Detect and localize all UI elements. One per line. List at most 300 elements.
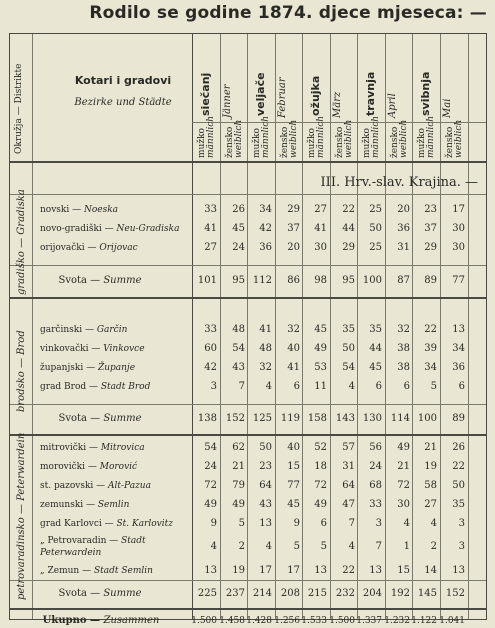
cell-value: 43 — [259, 498, 272, 510]
cell-value: 29 — [287, 203, 300, 215]
cell-value: 98 — [314, 275, 327, 286]
sum-label-hr: Svota — — [58, 413, 104, 424]
cell-value: 47 — [342, 498, 355, 510]
cell-value: 20 — [287, 241, 300, 253]
sex-label-de: weiblich — [344, 119, 354, 158]
cell-value: 3 — [458, 517, 465, 529]
district-header: Okružja — Distrikte — [14, 63, 24, 154]
cell-value: 44 — [369, 342, 382, 354]
row-label-de: Stadt Semlin — [93, 565, 153, 576]
cell-value: 3 — [210, 380, 217, 392]
cell-value: 19 — [424, 460, 437, 472]
cell-value: 4 — [265, 380, 272, 392]
cell-value: 48 — [259, 342, 272, 354]
cell-value: 68 — [369, 479, 382, 491]
cell-value: 232 — [335, 588, 355, 599]
cell-value: 57 — [342, 441, 355, 453]
cell-value: 42 — [204, 361, 217, 373]
cell-value: 204 — [362, 588, 382, 599]
cell-value: 6 — [293, 380, 300, 392]
cell-value: 13 — [452, 323, 465, 335]
cell-value: 86 — [287, 275, 300, 286]
total-label-de: Zusammen — [103, 615, 160, 626]
row-label-de: Orijovac — [99, 242, 138, 253]
total-value: 1.533 — [301, 616, 327, 626]
cell-value: 50 — [342, 342, 355, 354]
row-label-de: Semlin — [97, 499, 130, 510]
cell-value: 6 — [403, 380, 410, 392]
cell-value: 5 — [430, 380, 437, 392]
cell-value: 32 — [397, 323, 410, 335]
sum-label — [10, 274, 190, 288]
table-row — [10, 342, 488, 356]
sex-label-de: weiblich — [234, 119, 244, 158]
sex-label-de: weiblich — [289, 119, 299, 158]
cell-value: 40 — [287, 342, 300, 354]
cell-value: 41 — [259, 323, 272, 335]
table-row — [10, 203, 488, 217]
sex-label-de: männlich — [261, 115, 271, 158]
cell-value: 31 — [342, 460, 355, 472]
statistics-table — [9, 33, 487, 626]
cell-value: 64 — [342, 479, 355, 491]
cell-value: 2 — [430, 541, 437, 552]
total-value: 1.500 — [329, 616, 355, 626]
row-label-de: Mitrovica — [100, 442, 145, 453]
row-divider — [10, 608, 486, 610]
kotari-header — [52, 74, 194, 108]
cell-value: 41 — [314, 222, 327, 234]
cell-value: 34 — [259, 203, 272, 215]
total-value: 1.458 — [219, 616, 245, 626]
cell-value: 39 — [424, 342, 437, 354]
sex-label-hr: žensko — [280, 126, 290, 158]
cell-value: 25 — [369, 203, 382, 215]
row-label — [40, 441, 190, 455]
sum-label — [10, 587, 190, 601]
table-row — [10, 498, 488, 512]
row-label-de: Morović — [99, 461, 138, 472]
cell-value: 13 — [204, 564, 217, 576]
cell-value: 45 — [287, 498, 300, 510]
sex-label-de: männlich — [206, 115, 216, 158]
row-label — [40, 564, 190, 578]
month-label-hr: siečanj — [199, 72, 212, 116]
cell-value: 27 — [424, 498, 437, 510]
row-divider — [10, 297, 486, 299]
month-label-de: Februar — [277, 77, 288, 118]
cell-value: 54 — [342, 361, 355, 373]
cell-value: 30 — [452, 241, 465, 253]
cell-value: 119 — [280, 413, 300, 424]
total-value: 1.337 — [356, 616, 382, 626]
cell-value: 21 — [232, 460, 245, 472]
cell-value: 22 — [342, 203, 355, 215]
kotari-label: Kotari i gradovi — [74, 74, 172, 87]
cell-value: 17 — [452, 203, 465, 215]
cell-value: 89 — [452, 413, 465, 424]
sum-label — [10, 412, 190, 426]
cell-value: 152 — [225, 413, 245, 424]
sex-label-hr: žensko — [335, 126, 345, 158]
sex-label-hr: žensko — [445, 126, 455, 158]
sex-label-de: weiblich — [399, 119, 409, 158]
cell-value: 32 — [287, 323, 300, 335]
cell-value: 72 — [397, 479, 410, 491]
cell-value: 24 — [369, 460, 382, 472]
row-label-de: Alt-Pazua — [108, 480, 151, 491]
cell-value: 24 — [204, 460, 217, 472]
cell-value: 37 — [287, 222, 300, 234]
sex-label-de: männlich — [371, 115, 381, 158]
row-label — [40, 517, 190, 531]
cell-value: 17 — [287, 564, 300, 576]
row-label — [40, 222, 190, 236]
cell-value: 100 — [417, 413, 437, 424]
sex-label-hr: mužko — [197, 128, 207, 158]
row-label-hr: „ Petrovaradin — — [40, 536, 122, 546]
sex-label-hr: mužko — [252, 128, 262, 158]
row-label-de: Vinkovce — [103, 343, 145, 354]
row-label-hr: „ Zemun — — [40, 565, 94, 576]
row-label-de: Stadt Brod — [100, 381, 151, 392]
cell-value: 1 — [403, 541, 410, 552]
cell-value: 21 — [424, 441, 437, 453]
cell-value: 6 — [375, 380, 382, 392]
cell-value: 50 — [369, 222, 382, 234]
cell-value: 5 — [293, 541, 300, 552]
cell-value: 54 — [232, 342, 245, 354]
cell-value: 11 — [314, 380, 327, 392]
cell-value: 31 — [397, 241, 410, 253]
sum-row — [10, 587, 488, 601]
cell-value: 35 — [342, 323, 355, 335]
cell-value: 79 — [232, 479, 245, 491]
table-row — [10, 536, 488, 558]
row-label-hr: grad Brod — — [40, 381, 101, 392]
row-label — [40, 361, 190, 375]
section-title: III. Hrv.-slav. Krajina. — — [320, 175, 478, 190]
cell-value: 42 — [259, 222, 272, 234]
cell-value: 38 — [397, 342, 410, 354]
cell-value: 143 — [335, 413, 355, 424]
sex-label-de: männlich — [316, 115, 326, 158]
cell-value: 58 — [424, 479, 437, 491]
table-row — [10, 380, 488, 394]
cell-value: 33 — [369, 498, 382, 510]
cell-value: 34 — [452, 342, 465, 354]
cell-value: 36 — [397, 222, 410, 234]
table-row — [10, 441, 488, 455]
cell-value: 49 — [314, 498, 327, 510]
cell-value: 41 — [204, 222, 217, 234]
cell-value: 29 — [342, 241, 355, 253]
row-label — [40, 203, 190, 217]
cell-value: 158 — [307, 413, 327, 424]
cell-value: 50 — [259, 441, 272, 453]
cell-value: 52 — [314, 441, 327, 453]
total-value: 1.428 — [246, 616, 272, 626]
total-value: 1.256 — [274, 616, 300, 626]
cell-value: 49 — [314, 342, 327, 354]
cell-value: 45 — [232, 222, 245, 234]
cell-value: 13 — [369, 564, 382, 576]
district-label: gradiško — Gradiska — [16, 189, 27, 295]
cell-value: 56 — [369, 441, 382, 453]
total-label-hr: Ukupno — — [42, 615, 104, 626]
cell-value: 36 — [452, 361, 465, 373]
district-label: brodsko — Brod — [16, 330, 27, 413]
cell-value: 33 — [204, 323, 217, 335]
cell-value: 6 — [320, 517, 327, 529]
sum-label-hr: Svota — — [58, 588, 104, 599]
cell-value: 49 — [397, 441, 410, 453]
row-label-hr: županjski — — [40, 362, 98, 373]
row-divider — [10, 580, 486, 581]
month-label-hr: travnja — [364, 71, 377, 116]
cell-value: 2 — [238, 541, 245, 552]
cell-value: 15 — [397, 564, 410, 576]
cell-value: 49 — [232, 498, 245, 510]
cell-value: 5 — [238, 517, 245, 529]
cell-value: 237 — [225, 588, 245, 599]
cell-value: 7 — [238, 380, 245, 392]
row-label-hr: novo-gradiški — — [40, 223, 117, 234]
sex-label-hr: žensko — [390, 126, 400, 158]
month-label-hr: ožujka — [309, 75, 322, 116]
sex-label-hr: mužko — [362, 128, 372, 158]
cell-value: 34 — [424, 361, 437, 373]
table-row — [10, 517, 488, 531]
sex-label-de: männlich — [426, 115, 436, 158]
cell-value: 138 — [197, 413, 217, 424]
sum-label-hr: Svota — — [58, 275, 104, 286]
cell-value: 22 — [452, 460, 465, 472]
cell-value: 45 — [314, 323, 327, 335]
total-value: 1.041 — [439, 616, 465, 626]
cell-value: 17 — [259, 564, 272, 576]
cell-value: 49 — [204, 498, 217, 510]
cell-value: 32 — [259, 361, 272, 373]
cell-value: 18 — [314, 460, 327, 472]
cell-value: 30 — [314, 241, 327, 253]
cell-value: 35 — [452, 498, 465, 510]
sex-label-hr: mužko — [417, 128, 427, 158]
row-label — [40, 460, 190, 474]
cell-value: 7 — [348, 517, 355, 529]
row-label-hr: st. pazovski — — [40, 480, 109, 491]
month-label-de: März — [332, 91, 343, 118]
cell-value: 30 — [452, 222, 465, 234]
total-label — [10, 614, 192, 628]
cell-value: 14 — [424, 564, 437, 576]
cell-value: 3 — [375, 517, 382, 529]
cell-value: 4 — [348, 380, 355, 392]
cell-value: 23 — [259, 460, 272, 472]
section-line — [10, 194, 486, 195]
sum-label-de: Summe — [103, 413, 142, 424]
cell-value: 95 — [232, 275, 245, 286]
row-label-hr: zemunski — — [40, 499, 98, 510]
cell-value: 5 — [320, 541, 327, 552]
table-row — [10, 564, 488, 578]
cell-value: 44 — [342, 222, 355, 234]
cell-value: 13 — [259, 517, 272, 529]
sex-label-de: weiblich — [454, 119, 464, 158]
cell-value: 38 — [397, 361, 410, 373]
cell-value: 4 — [430, 517, 437, 529]
cell-value: 45 — [369, 361, 382, 373]
table-row — [10, 222, 488, 236]
total-value: 1.122 — [411, 616, 437, 626]
cell-value: 37 — [424, 222, 437, 234]
cell-value: 13 — [314, 564, 327, 576]
cell-value: 22 — [342, 564, 355, 576]
cell-value: 26 — [452, 441, 465, 453]
cell-value: 62 — [232, 441, 245, 453]
row-divider — [10, 404, 486, 405]
total-value: 1.232 — [384, 616, 410, 626]
sum-row — [10, 412, 488, 426]
row-label — [40, 535, 190, 559]
cell-value: 95 — [342, 275, 355, 286]
cell-value: 87 — [397, 275, 410, 286]
cell-value: 60 — [204, 342, 217, 354]
cell-value: 112 — [252, 275, 272, 286]
cell-value: 3 — [458, 541, 465, 552]
cell-value: 208 — [280, 588, 300, 599]
cell-value: 43 — [232, 361, 245, 373]
month-label-de: Mai — [442, 98, 453, 118]
table-row — [10, 323, 488, 337]
cell-value: 4 — [403, 517, 410, 529]
cell-value: 27 — [314, 203, 327, 215]
cell-value: 89 — [424, 275, 437, 286]
row-label-hr: garčinski — — [40, 324, 97, 335]
row-label-hr: grad Karlovci — — [40, 518, 117, 529]
sum-label-de: Summe — [103, 275, 142, 286]
row-label — [40, 342, 190, 356]
cell-value: 21 — [397, 460, 410, 472]
cell-value: 7 — [375, 541, 382, 552]
cell-value: 9 — [293, 517, 300, 529]
table-row — [10, 479, 488, 493]
row-label-de: Županje — [97, 362, 136, 373]
cell-value: 215 — [307, 588, 327, 599]
cell-value: 48 — [232, 323, 245, 335]
cell-value: 13 — [452, 564, 465, 576]
row-label — [40, 479, 190, 493]
cell-value: 214 — [252, 588, 272, 599]
cell-value: 29 — [424, 241, 437, 253]
cell-value: 130 — [362, 413, 382, 424]
row-divider — [10, 265, 486, 266]
cell-value: 72 — [314, 479, 327, 491]
row-label-de: Garčin — [96, 324, 128, 335]
cell-value: 40 — [287, 441, 300, 453]
cell-value: 125 — [252, 413, 272, 424]
cell-value: 26 — [232, 203, 245, 215]
month-label-hr: veljače — [254, 72, 267, 116]
table-row — [10, 241, 488, 255]
month-label-de: April — [387, 93, 398, 118]
cell-value: 53 — [314, 361, 327, 373]
cell-value: 100 — [362, 275, 382, 286]
total-value: 1.500 — [191, 616, 217, 626]
sum-row — [10, 274, 488, 288]
cell-value: 54 — [204, 441, 217, 453]
sum-label-de: Summe — [103, 588, 142, 599]
month-label-de: Jänner — [222, 84, 233, 118]
cell-value: 9 — [210, 517, 217, 529]
row-label-de: Neu-Gradiska — [116, 223, 180, 234]
row-label-de: Noeska — [83, 204, 119, 215]
cell-value: 35 — [369, 323, 382, 335]
cell-value: 24 — [232, 241, 245, 253]
cell-value: 152 — [445, 588, 465, 599]
cell-value: 101 — [197, 275, 217, 286]
table-row — [10, 460, 488, 474]
row-label — [40, 241, 190, 255]
cell-value: 27 — [204, 241, 217, 253]
cell-value: 36 — [259, 241, 272, 253]
cell-value: 192 — [390, 588, 410, 599]
sex-label-hr: žensko — [225, 126, 235, 158]
row-label-de: St. Karlovitz — [116, 518, 173, 529]
cell-value: 4 — [348, 541, 355, 552]
cell-value: 19 — [232, 564, 245, 576]
row-label — [40, 498, 190, 512]
bezirke-label: Bezirke und Städte — [74, 97, 172, 108]
cell-value: 4 — [210, 541, 217, 552]
row-label-hr: novski — — [40, 204, 84, 215]
row-label-hr: morovički — — [40, 461, 100, 472]
cell-value: 225 — [197, 588, 217, 599]
cell-value: 50 — [452, 479, 465, 491]
row-label-hr: vinkovački — — [40, 343, 104, 354]
page-title: Rodilo se godine 1874. djece mjeseca: — — [89, 3, 487, 23]
cell-value: 77 — [452, 275, 465, 286]
row-label-de: Stadt Peterwardein — [40, 536, 146, 558]
cell-value: 72 — [204, 479, 217, 491]
table-row — [10, 361, 488, 375]
cell-value: 25 — [369, 241, 382, 253]
cell-value: 22 — [424, 323, 437, 335]
cell-value: 23 — [424, 203, 437, 215]
month-label-hr: svibnja — [419, 71, 432, 116]
row-divider — [10, 434, 486, 436]
sex-label-hr: mužko — [307, 128, 317, 158]
cell-value: 145 — [417, 588, 437, 599]
cell-value: 77 — [287, 479, 300, 491]
cell-value: 20 — [397, 203, 410, 215]
cell-value: 6 — [458, 380, 465, 392]
row-label-hr: orijovački — — [40, 242, 100, 253]
total-row — [10, 614, 488, 628]
cell-value: 33 — [204, 203, 217, 215]
row-label-hr: mitrovički — — [40, 442, 101, 453]
cell-value: 114 — [390, 413, 410, 424]
district-label: petrovaradinsko — Peterwardein — [16, 432, 27, 600]
row-label — [40, 380, 190, 394]
cell-value: 64 — [259, 479, 272, 491]
cell-value: 15 — [287, 460, 300, 472]
header-bottom-line — [10, 161, 486, 163]
cell-value: 30 — [397, 498, 410, 510]
cell-value: 4 — [265, 541, 272, 552]
row-label — [40, 323, 190, 337]
cell-value: 41 — [287, 361, 300, 373]
